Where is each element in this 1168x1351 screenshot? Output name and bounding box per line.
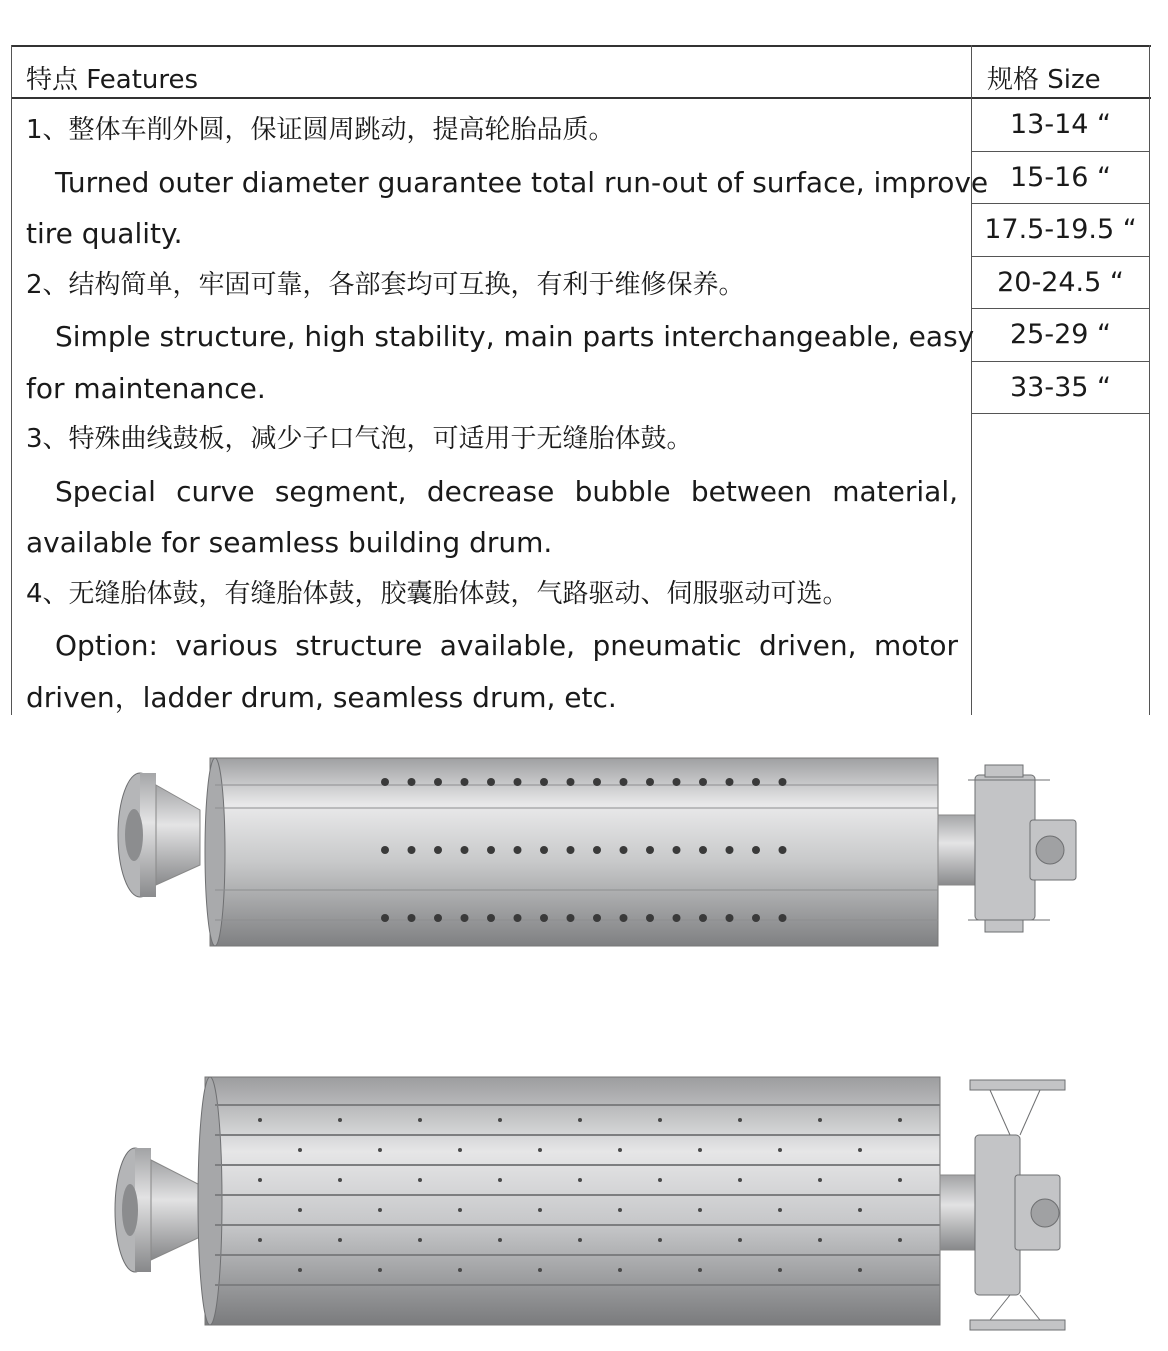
segment-bolt [538,1208,542,1212]
features-heading: 特点 Features [26,65,199,95]
segment-bolt [898,1238,902,1242]
size-cell: 17.5-19.5 “ [972,204,1149,257]
segment-bolt [258,1238,262,1242]
drum-hole [434,846,442,854]
feature-line: driven，ladder drum, seamless drum, etc. [26,680,617,714]
size-cell: 33-35 “ [972,362,1149,415]
segment-bolt [858,1148,862,1152]
drum-hole [461,846,469,854]
segment-bolt [538,1148,542,1152]
drum-hole [593,846,601,854]
drum-hole [646,914,654,922]
segment-bolt [258,1178,262,1182]
segment-bolt [818,1238,822,1242]
drum-hole [487,846,495,854]
drum-hole [381,914,389,922]
drum-hole [514,914,522,922]
drum-hole [726,846,734,854]
drum-hole [567,846,575,854]
drum-hole [752,914,760,922]
drum-hole [461,914,469,922]
segment-bolt [458,1148,462,1152]
feature-line: 1、整体车削外圆，保证圆周跳动，提高轮胎品质。 [26,115,615,145]
size-heading: 规格 Size [987,65,1101,95]
segment-drum-illustration [0,1065,1168,1335]
segment-bolt [898,1178,902,1182]
segment-bolt [578,1238,582,1242]
drum-hole [779,778,787,786]
segment-bolt [338,1238,342,1242]
drum-hole [673,778,681,786]
segment-bolt [418,1178,422,1182]
drum-hole [620,914,628,922]
feature-line: for maintenance. [26,371,266,405]
segment-bolt [738,1178,742,1182]
segment-bolt [258,1118,262,1122]
table-top-rule [11,45,1151,47]
size-cell: 13-14 “ [972,99,1149,152]
drum-hole [646,846,654,854]
spec-table [11,45,1151,715]
drum-hole [673,914,681,922]
segment-bolt [738,1118,742,1122]
seamless-drum-illustration [0,740,1168,955]
segment-bolt [418,1238,422,1242]
segment-bolt [298,1148,302,1152]
drum-hole [540,846,548,854]
segment-bolt [698,1148,702,1152]
drum-hole [726,778,734,786]
feature-line: Special curve segment, decrease bubble between material, [55,474,958,508]
feature-line: Turned outer diameter guarantee total run-out of surface, improve [55,165,989,199]
segment-bolt [378,1268,382,1272]
drum-hole [779,914,787,922]
drum-hole [567,914,575,922]
segment-bolt [658,1118,662,1122]
drum-hole [381,846,389,854]
segment-bolt [338,1178,342,1182]
drum-hole [487,778,495,786]
segment-bolt [578,1118,582,1122]
feature-line: available for seamless building drum. [26,526,553,559]
drum-hole [434,914,442,922]
feature-line: 3、特殊曲线鼓板，减少子口气泡，可适用于无缝胎体鼓。 [26,424,693,454]
feature-line: tire quality. [26,217,183,250]
segment-bolt [538,1268,542,1272]
feature-line: Option: various structure available, pneumatic driven, motor [55,629,958,662]
segment-bolt [618,1208,622,1212]
segment-bolt [498,1178,502,1182]
drum-hole [461,778,469,786]
feature-line: Simple structure, high stability, main parts interchangeable, easy [55,320,975,353]
drum-hole [567,778,575,786]
drum-hole [540,778,548,786]
drum-hole [540,914,548,922]
segment-bolt [298,1208,302,1212]
segment-bolt [658,1238,662,1242]
drum-hole [434,778,442,786]
feature-line: 4、无缝胎体鼓，有缝胎体鼓，胶囊胎体鼓，气路驱动、伺服驱动可选。 [26,578,849,609]
drum-hole [699,778,707,786]
segment-bolt [698,1208,702,1212]
segment-bolt [418,1118,422,1122]
segment-bolt [378,1148,382,1152]
table-right-rule [1149,45,1150,715]
segment-bolt [658,1178,662,1182]
segment-bolt [298,1268,302,1272]
features-list [26,105,989,723]
drum-hole [593,914,601,922]
drum-hole [514,846,522,854]
feature-line: 2、结构简单，牢固可靠，各部套均可互换，有利于维修保养。 [26,269,745,300]
segment-bolt [898,1118,902,1122]
segment-bolt [458,1208,462,1212]
drum-hole [646,778,654,786]
drum-hole [381,778,389,786]
drum-hole [514,778,522,786]
size-cell: 25-29 “ [972,309,1149,362]
table-left-rule [11,45,12,715]
drum-hole [620,778,628,786]
drum-hole [699,914,707,922]
segment-bolt [578,1178,582,1182]
drum-hole [408,846,416,854]
segment-bolt [458,1268,462,1272]
drum-hole [408,914,416,922]
drum-hole [726,914,734,922]
segment-bolt [618,1148,622,1152]
segment-bolt [618,1268,622,1272]
segment-bolt [498,1238,502,1242]
segment-bolt [778,1208,782,1212]
segment-bolt [378,1208,382,1212]
drum-hole [699,846,707,854]
segment-bolt [498,1118,502,1122]
size-list [972,99,1149,414]
segment-bolt [858,1268,862,1272]
drum-hole [487,914,495,922]
drum-hole [673,846,681,854]
drum-hole [752,778,760,786]
segment-bolt [698,1268,702,1272]
segment-bolt [858,1208,862,1212]
segment-bolt [778,1148,782,1152]
segment-bolt [778,1268,782,1272]
segment-bolt [338,1118,342,1122]
drum-hole [620,846,628,854]
drum-hole [408,778,416,786]
segment-bolt [818,1118,822,1122]
size-cell: 15-16 “ [972,152,1149,205]
drum-hole [752,846,760,854]
size-cell: 20-24.5 “ [972,257,1149,310]
drum-hole [779,846,787,854]
segment-bolt [738,1238,742,1242]
drum-hole [593,778,601,786]
segment-bolt [818,1178,822,1182]
